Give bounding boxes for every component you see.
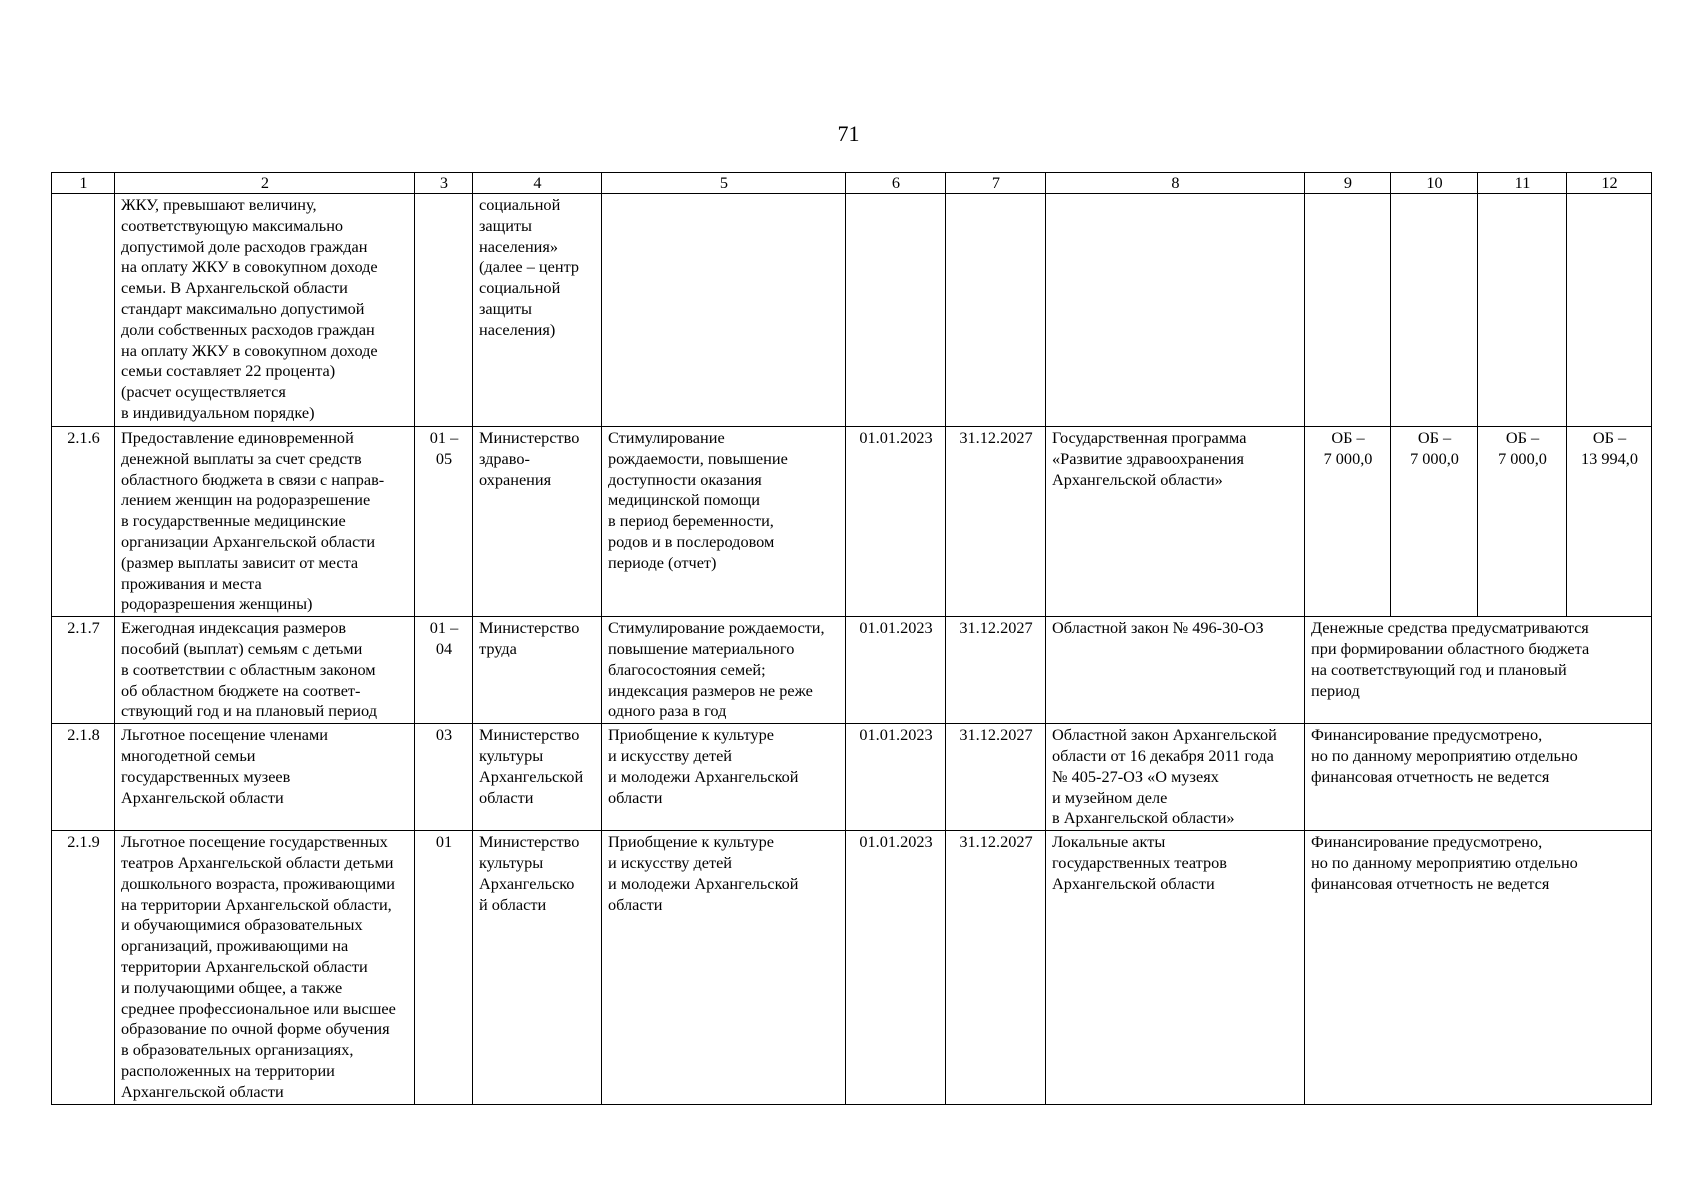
task-code: 01 – 05 [415,427,473,617]
item-number: 2.1.6 [52,427,115,617]
column-number: 11 [1478,173,1567,194]
column-number-row [52,173,1652,194]
activity-description: ЖКУ, превышают величину, соответствующую максимально допустимой доле расходов граждан на оплату ЖКУ в совокупном доходе семьи. В Архангельской области стандарт максимально допустимой доли собственных расходов граждан на оплату ЖКУ в совокупном доходе семьи составляет 22 процента) (расчет осуществляется в индивидуальном порядке) [115,194,415,427]
start-date: 01.01.2023 [846,724,946,831]
item-number: 2.1.7 [52,617,115,724]
expected-result: Приобщение к культуре и искусству детей и молодежи Архангельской области [602,831,846,1105]
funding-note: Денежные средства предусматриваются при формировании областного бюджета на соответствующий год и плановый период [1305,617,1652,724]
legal-basis: Областной закон Архангельской области от 16 декабря 2011 года № 405-27-ОЗ «О музеях и музейном деле в Архангельской области» [1046,724,1305,831]
column-number: 3 [415,173,473,194]
legal-basis: Областной закон № 496-30-ОЗ [1046,617,1305,724]
column-number: 5 [602,173,846,194]
item-number: 2.1.8 [52,724,115,831]
activity-description: Ежегодная индексация размеров пособий (выплат) семьям с детьми в соответствии с областным законом об областном бюджете на соответ- ствующий год и на плановый период [115,617,415,724]
column-number: 7 [946,173,1046,194]
funding-col-9: ОБ – 7 000,0 [1305,427,1391,617]
table-row [52,194,1652,427]
start-date: 01.01.2023 [846,617,946,724]
column-number: 8 [1046,173,1305,194]
funding-col-12: ОБ – 13 994,0 [1567,427,1652,617]
expected-result: Стимулирование рождаемости, повышение материального благосостояния семей; индексация размеров не реже одного раза в год [602,617,846,724]
end-date: 31.12.2027 [946,724,1046,831]
page-number: 71 [837,121,860,146]
start-date: 01.01.2023 [846,831,946,1105]
item-number: 2.1.9 [52,831,115,1105]
column-number: 10 [1391,173,1478,194]
funding-col-9 [1305,194,1391,427]
task-code [415,194,473,427]
legal-basis: Локальные акты государственных театров Архангельской области [1046,831,1305,1105]
end-date: 31.12.2027 [946,831,1046,1105]
responsible-organization: Министерство труда [473,617,602,724]
table-row [52,724,1652,831]
funding-col-10 [1391,194,1478,427]
task-code: 03 [415,724,473,831]
funding-note: Финансирование предусмотрено, но по данному мероприятию отдельно финансовая отчетность не ведется [1305,831,1652,1105]
program-activities-table [51,172,1652,1105]
end-date: 31.12.2027 [946,617,1046,724]
table-row [52,427,1652,617]
funding-col-11 [1478,194,1567,427]
expected-result [602,194,846,427]
column-number: 4 [473,173,602,194]
funding-col-11: ОБ – 7 000,0 [1478,427,1567,617]
expected-result: Стимулирование рождаемости, повышение доступности оказания медицинской помощи в период беременности, родов и в послеродовом периоде (отчет) [602,427,846,617]
column-number: 1 [52,173,115,194]
responsible-organization: Министерство культуры Архангельской области [473,724,602,831]
legal-basis: Государственная программа «Развитие здравоохранения Архангельской области» [1046,427,1305,617]
activity-description: Льготное посещение государственных театров Архангельской области детьми дошкольного возраста, проживающими на территории Архангельской области, и обучающимися образовательных организаций, проживающими на территории Архангельской области и получающими общее, а также среднее профессиональное или высшее образование по очной форме обучения в образовательных организациях, расположенных на территории Архангельской области [115,831,415,1105]
table-row [52,617,1652,724]
legal-basis [1046,194,1305,427]
column-number: 12 [1567,173,1652,194]
start-date [846,194,946,427]
funding-note: Финансирование предусмотрено, но по данному мероприятию отдельно финансовая отчетность не ведется [1305,724,1652,831]
responsible-organization: Министерство здраво- охранения [473,427,602,617]
item-number [52,194,115,427]
column-number: 6 [846,173,946,194]
activity-description: Предоставление единовременной денежной выплаты за счет средств областного бюджета в связи с направ- лением женщин на родоразрешение в государственные медицинские организации Архангельской области (размер выплаты зависит от места проживания и места родоразрешения женщины) [115,427,415,617]
end-date: 31.12.2027 [946,427,1046,617]
funding-col-10: ОБ – 7 000,0 [1391,427,1478,617]
expected-result: Приобщение к культуре и искусству детей и молодежи Архангельской области [602,724,846,831]
start-date: 01.01.2023 [846,427,946,617]
responsible-organization: социальной защиты населения» (далее – центр социальной защиты населения) [473,194,602,427]
task-code: 01 – 04 [415,617,473,724]
end-date [946,194,1046,427]
task-code: 01 [415,831,473,1105]
funding-col-12 [1567,194,1652,427]
activity-description: Льготное посещение членами многодетной семьи государственных музеев Архангельской области [115,724,415,831]
table-row [52,831,1652,1105]
column-number: 2 [115,173,415,194]
responsible-organization: Министерство культуры Архангельско й области [473,831,602,1105]
column-number: 9 [1305,173,1391,194]
